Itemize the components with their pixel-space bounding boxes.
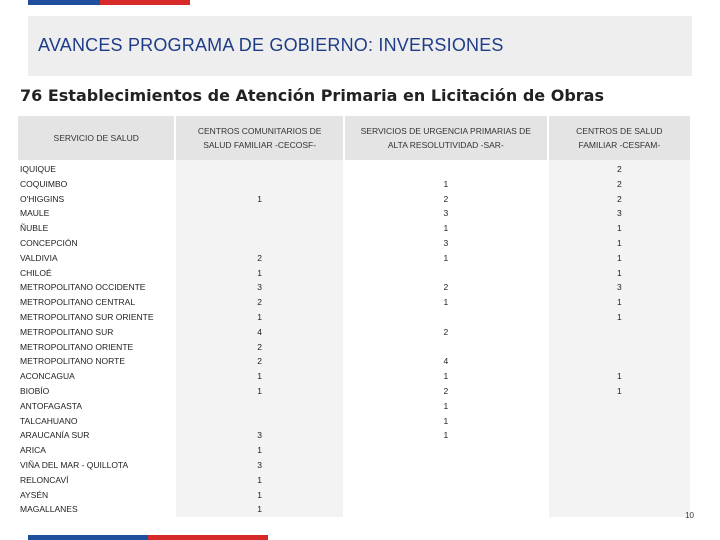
cell-cecosf: 2	[176, 251, 343, 266]
table-row	[18, 488, 690, 503]
cell-cesfam: 1	[549, 236, 690, 251]
cell-cesfam: 2	[549, 192, 690, 207]
cell-sar: 1	[345, 399, 547, 414]
header-cesfam	[549, 116, 690, 160]
cell-sar: 1	[345, 221, 547, 236]
cell-sar	[345, 502, 547, 517]
cell-cecosf	[176, 414, 343, 429]
cell-cecosf: 1	[176, 443, 343, 458]
header-cecosf-line2: SALUD FAMILIAR -CECOSF-	[203, 140, 317, 150]
header-cesfam-line1: CENTROS DE SALUD	[576, 126, 663, 136]
table-row	[18, 280, 690, 295]
bottom-flag-red-segment	[148, 535, 268, 540]
cell-cesfam	[549, 473, 690, 488]
table-row	[18, 502, 690, 517]
header-cecosf-line1: CENTROS COMUNITARIOS DE	[197, 126, 322, 136]
cell-sar	[345, 340, 547, 355]
data-table	[16, 116, 692, 517]
header-band	[28, 16, 692, 76]
cell-cesfam: 1	[549, 369, 690, 384]
table-row	[18, 310, 690, 325]
table-row	[18, 399, 690, 414]
table-row	[18, 325, 690, 340]
cell-cecosf	[176, 206, 343, 221]
page-number: 10	[685, 511, 694, 520]
table-row	[18, 414, 690, 429]
cell-servicio: METROPOLITANO ORIENTE	[20, 341, 134, 352]
header-servicio	[18, 116, 174, 160]
cell-servicio: ACONCAGUA	[20, 371, 75, 382]
cell-servicio: AYSÉN	[20, 489, 49, 500]
cell-cecosf: 2	[176, 354, 343, 369]
cell-cecosf: 1	[176, 502, 343, 517]
cell-servicio: MAULE	[20, 208, 50, 219]
cell-cecosf: 3	[176, 428, 343, 443]
table-row	[18, 236, 690, 251]
header-sar-line2: ALTA RESOLUTIVIDAD -SAR-	[387, 140, 504, 150]
cell-cesfam	[549, 414, 690, 429]
cell-sar	[345, 160, 547, 177]
cell-cesfam	[549, 354, 690, 369]
header-sar-line1: SERVICIOS DE URGENCIA PRIMARIAS DE	[360, 126, 531, 136]
cell-cesfam: 3	[549, 280, 690, 295]
header-servicio-label: SERVICIO DE SALUD	[53, 133, 139, 143]
table-row	[18, 384, 690, 399]
cell-cesfam: 2	[549, 160, 690, 177]
cell-cesfam	[549, 502, 690, 517]
table-row	[18, 340, 690, 355]
cell-cesfam	[549, 340, 690, 355]
cell-cesfam: 1	[549, 266, 690, 281]
table-body	[18, 160, 690, 517]
cell-cecosf	[176, 160, 343, 177]
cell-servicio: MAGALLANES	[20, 504, 78, 515]
cell-cecosf: 1	[176, 266, 343, 281]
table-row	[18, 443, 690, 458]
cell-servicio: IQUIQUE	[20, 164, 56, 174]
cell-servicio: ÑUBLE	[20, 223, 49, 234]
top-flag-stripe	[28, 0, 190, 5]
table-row	[18, 428, 690, 443]
cell-cesfam: 3	[549, 206, 690, 221]
cell-cesfam	[549, 399, 690, 414]
cell-sar	[345, 443, 547, 458]
cell-sar: 2	[345, 280, 547, 295]
cell-servicio: BIOBÍO	[20, 385, 50, 396]
cell-servicio: O'HIGGINS	[20, 193, 65, 204]
cell-cecosf	[176, 236, 343, 251]
cell-cecosf: 1	[176, 473, 343, 488]
slide-subtitle: 76 Establecimientos de Atención Primaria en Licitación de Obras	[20, 86, 604, 105]
table-row	[18, 206, 690, 221]
cell-sar	[345, 488, 547, 503]
cell-cesfam	[549, 488, 690, 503]
flag-blue-segment	[28, 0, 100, 5]
cell-sar: 1	[345, 251, 547, 266]
cell-cecosf	[176, 177, 343, 192]
cell-cesfam	[549, 458, 690, 473]
cell-servicio: RELONCAVÍ	[20, 474, 69, 485]
cell-cecosf: 2	[176, 340, 343, 355]
cell-cesfam: 1	[549, 295, 690, 310]
cell-cecosf	[176, 399, 343, 414]
cell-sar: 3	[345, 206, 547, 221]
cell-servicio: COQUIMBO	[20, 178, 68, 189]
cell-servicio: ARAUCANÍA SUR	[20, 430, 90, 441]
table-row	[18, 295, 690, 310]
cell-servicio: ANTOFAGASTA	[20, 400, 83, 411]
cell-cesfam: 1	[549, 384, 690, 399]
cell-servicio: METROPOLITANO OCCIDENTE	[20, 282, 146, 293]
cell-servicio: ARICA	[20, 445, 46, 456]
cell-servicio: VALDIVIA	[20, 252, 58, 263]
cell-cesfam	[549, 443, 690, 458]
cell-sar	[345, 266, 547, 281]
cell-cecosf: 1	[176, 384, 343, 399]
table-row	[18, 369, 690, 384]
flag-red-segment	[100, 0, 190, 5]
cell-servicio: METROPOLITANO CENTRAL	[20, 297, 136, 308]
cell-sar: 1	[345, 414, 547, 429]
cell-servicio: METROPOLITANO SUR	[20, 326, 114, 337]
cell-sar	[345, 458, 547, 473]
cell-cecosf: 4	[176, 325, 343, 340]
table-row	[18, 192, 690, 207]
cell-cesfam	[549, 325, 690, 340]
cell-sar	[345, 473, 547, 488]
table-row	[18, 160, 690, 177]
table-row	[18, 458, 690, 473]
table-row	[18, 354, 690, 369]
cell-servicio: METROPOLITANO SUR ORIENTE	[20, 311, 154, 322]
cell-sar: 2	[345, 384, 547, 399]
bottom-flag-stripe	[28, 535, 268, 540]
header-sar	[345, 116, 547, 160]
cell-servicio: METROPOLITANO NORTE	[20, 356, 126, 367]
header-cecosf	[176, 116, 343, 160]
header-cesfam-line2: FAMILIAR -CESFAM-	[578, 140, 661, 150]
cell-servicio: CHILOÉ	[20, 267, 52, 278]
table-row	[18, 177, 690, 192]
page-title: AVANCES PROGRAMA DE GOBIERNO: INVERSIONES	[38, 35, 504, 55]
cell-cesfam: 1	[549, 221, 690, 236]
bottom-flag-blue-segment	[28, 535, 148, 540]
cell-servicio: VIÑA DEL MAR - QUILLOTA	[20, 459, 129, 470]
cell-cesfam	[549, 428, 690, 443]
cell-cecosf: 1	[176, 310, 343, 325]
cell-cecosf: 1	[176, 192, 343, 207]
cell-cecosf: 3	[176, 280, 343, 295]
cell-servicio: TALCAHUANO	[20, 415, 78, 426]
cell-cesfam: 1	[549, 310, 690, 325]
cell-sar: 2	[345, 192, 547, 207]
cell-sar: 1	[345, 177, 547, 192]
table-row	[18, 266, 690, 281]
cell-cecosf: 2	[176, 295, 343, 310]
table-row	[18, 473, 690, 488]
cell-sar: 1	[345, 369, 547, 384]
cell-sar: 1	[345, 295, 547, 310]
cell-sar: 4	[345, 354, 547, 369]
cell-cecosf	[176, 221, 343, 236]
table-row	[18, 221, 690, 236]
cell-sar	[345, 310, 547, 325]
cell-sar: 1	[345, 428, 547, 443]
cell-cecosf: 3	[176, 458, 343, 473]
cell-cecosf: 1	[176, 369, 343, 384]
cell-cecosf: 1	[176, 488, 343, 503]
cell-sar: 2	[345, 325, 547, 340]
cell-sar: 3	[345, 236, 547, 251]
cell-cesfam: 1	[549, 251, 690, 266]
cell-cesfam: 2	[549, 177, 690, 192]
table-header-row	[18, 116, 690, 160]
cell-servicio: CONCEPCIÓN	[20, 237, 78, 248]
table-row	[18, 251, 690, 266]
